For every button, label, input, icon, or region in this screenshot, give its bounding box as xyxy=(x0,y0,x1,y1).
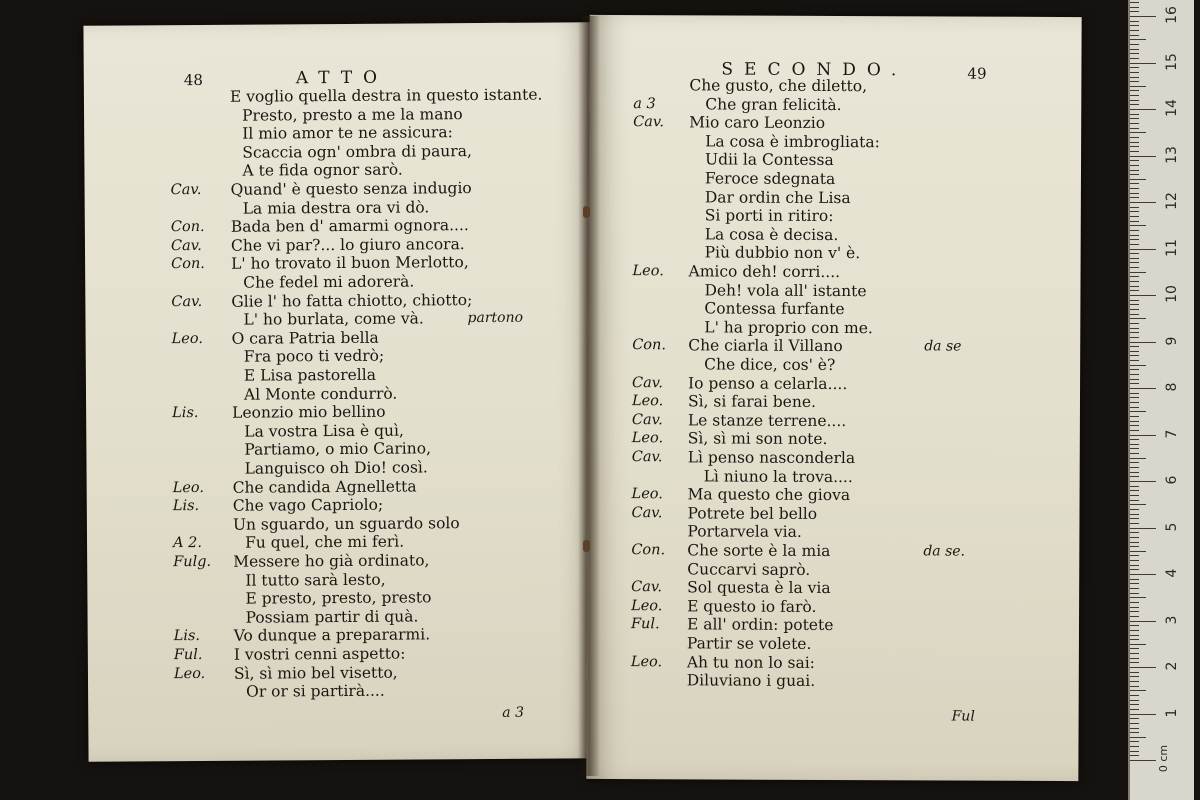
ruler-tick xyxy=(1130,458,1146,459)
verse-text: Che fedel mi adorerà. xyxy=(243,272,415,292)
ruler-tick xyxy=(1130,500,1139,501)
ruler-unit-label: 0 cm xyxy=(1157,744,1171,773)
catchword-left: a 3 xyxy=(502,704,525,721)
verse-text: Possiam partir di quà. xyxy=(245,607,419,627)
verse-text: Il tutto sarà lesto, xyxy=(245,570,386,590)
ruler-tick xyxy=(1130,230,1139,231)
ruler-tick xyxy=(1130,616,1139,617)
ruler-tick xyxy=(1130,430,1139,431)
speaker-label: Lis. xyxy=(172,498,200,515)
ruler-tick xyxy=(1130,11,1139,12)
verse-text: Si porti in ritiro: xyxy=(704,206,834,226)
ruler-tick xyxy=(1130,369,1139,370)
ruler-tick xyxy=(1130,295,1156,296)
ruler-tick xyxy=(1130,207,1139,208)
ruler-tick xyxy=(1130,156,1156,157)
verse-text: I vostri cenni aspetto: xyxy=(233,644,406,664)
verse-text: Leonzio mio bellino xyxy=(232,402,386,422)
ruler-number: 16 xyxy=(1164,6,1180,24)
speaker-label: Fulg. xyxy=(173,553,212,571)
ruler-tick xyxy=(1130,7,1139,8)
binding-stitch xyxy=(583,540,590,552)
ruler-tick xyxy=(1130,453,1139,454)
ruler-tick xyxy=(1130,560,1139,561)
ruler-tick xyxy=(1130,667,1156,668)
ruler-tick xyxy=(1130,374,1139,375)
ruler-tick xyxy=(1130,225,1146,226)
ruler-tick xyxy=(1130,2,1139,3)
ruler-tick xyxy=(1130,611,1139,612)
ruler-tick xyxy=(1130,393,1139,394)
verse-text: Il mio amor te ne assicura: xyxy=(242,123,453,143)
ruler-number: 1 xyxy=(1164,708,1180,717)
ruler-tick xyxy=(1130,741,1139,742)
catchword-right: Ful xyxy=(951,708,975,725)
verse-text: Lì penso nasconderla xyxy=(687,448,856,468)
verse-text: Amico deh! corri.... xyxy=(688,262,841,282)
ruler-tick xyxy=(1130,244,1139,245)
ruler-tick xyxy=(1130,86,1146,87)
ruler-tick xyxy=(1130,337,1139,338)
verse-text: Sì, sì mi son note. xyxy=(687,429,828,449)
ruler-tick xyxy=(1130,258,1139,259)
verse-text: Che candida Agnelletta xyxy=(232,477,417,497)
ruler-tick xyxy=(1130,128,1139,129)
speaker-label: Lis. xyxy=(173,628,201,645)
ruler-tick xyxy=(1130,165,1139,166)
speaker-label: Ful. xyxy=(173,646,203,664)
running-header-left: ATTO xyxy=(295,67,389,89)
verse-text: Sol questa è la via xyxy=(687,578,831,598)
speaker-label: a 3 xyxy=(633,95,656,112)
ruler-tick xyxy=(1130,397,1139,398)
ruler-tick xyxy=(1130,723,1139,724)
ruler-tick xyxy=(1130,142,1139,143)
ruler-tick xyxy=(1130,518,1139,519)
verse-text: Lì niuno la trova.... xyxy=(703,467,853,486)
ruler-tick xyxy=(1130,355,1139,356)
ruler-tick xyxy=(1130,755,1139,756)
verse-text: Deh! vola all' istante xyxy=(704,281,867,300)
ruler-tick xyxy=(1130,681,1139,682)
speaker-label: Con. xyxy=(171,256,205,273)
ruler-tick xyxy=(1130,523,1139,524)
running-header-right: SECONDO. xyxy=(721,59,908,81)
verse-text: E presto, presto, presto xyxy=(245,588,432,608)
ruler-tick xyxy=(1130,383,1139,384)
ruler-number: 5 xyxy=(1164,522,1180,531)
verse-text: E Lisa pastorella xyxy=(243,365,376,385)
ruler-tick xyxy=(1130,328,1139,329)
ruler-tick xyxy=(1130,304,1139,305)
ruler-tick xyxy=(1130,21,1139,22)
ruler-tick xyxy=(1130,509,1139,510)
ruler-tick xyxy=(1130,146,1139,147)
ruler-tick xyxy=(1130,30,1139,31)
ruler-tick xyxy=(1130,239,1139,240)
speaker-label: Leo. xyxy=(632,263,664,280)
ruler-tick xyxy=(1130,421,1139,422)
ruler-tick xyxy=(1130,100,1139,101)
verse-text: Io penso a celarla.... xyxy=(688,373,848,393)
verse-text: Ma questo che giova xyxy=(687,485,851,505)
ruler-number: 14 xyxy=(1164,99,1180,117)
ruler-tick xyxy=(1130,635,1139,636)
ruler-tick xyxy=(1130,309,1139,310)
verse-text: Fra poco ti vedrò; xyxy=(243,347,385,367)
ruler-tick xyxy=(1130,300,1139,301)
ruler-tick xyxy=(1130,448,1139,449)
verse-text: L' ho burlata, come và. xyxy=(243,309,424,329)
ruler-number: 3 xyxy=(1164,615,1180,624)
ruler-tick xyxy=(1130,249,1156,250)
ruler-tick xyxy=(1130,486,1139,487)
verse-text: Sì, sì mio bel visetto, xyxy=(233,663,398,683)
ruler-tick xyxy=(1130,53,1139,54)
verse-text: Al Monte condurrò. xyxy=(243,384,398,404)
verse-text: Che dice, cos' è? xyxy=(704,355,836,375)
ruler-tick xyxy=(1130,662,1139,663)
ruler-tick xyxy=(1130,346,1139,347)
ruler-tick xyxy=(1130,718,1139,719)
verse-text: Cuccarvi saprò. xyxy=(687,559,811,579)
verse-text: Feroce sdegnata xyxy=(704,169,836,189)
ruler-tick xyxy=(1130,39,1146,40)
ruler-tick xyxy=(1130,630,1139,631)
ruler-tick xyxy=(1130,202,1156,203)
ruler-tick xyxy=(1130,737,1146,738)
ruler-tick xyxy=(1130,174,1139,175)
speaker-label: Cav. xyxy=(631,449,663,466)
verse-line xyxy=(587,670,1071,692)
measuring-ruler xyxy=(1128,0,1194,800)
speaker-label: Ful. xyxy=(630,616,660,633)
ruler-tick xyxy=(1130,728,1139,729)
ruler-tick xyxy=(1130,132,1146,133)
ruler-tick xyxy=(1130,714,1156,715)
ruler-tick xyxy=(1130,551,1146,552)
ruler-tick xyxy=(1130,472,1139,473)
speaker-label: Cav. xyxy=(170,181,202,199)
ruler-tick xyxy=(1130,528,1156,529)
ruler-tick xyxy=(1130,49,1139,50)
speaker-label: Leo. xyxy=(171,330,203,347)
ruler-tick xyxy=(1130,58,1139,59)
ruler-tick xyxy=(1130,411,1146,412)
ruler-tick xyxy=(1130,625,1139,626)
verse-text: Scaccia ogn' ombra di paura, xyxy=(242,141,472,162)
ruler-tick xyxy=(1130,402,1139,403)
ruler-tick xyxy=(1130,746,1139,747)
verse-text: E voglio quella destra in questo istante. xyxy=(229,85,543,106)
ruler-tick xyxy=(1130,314,1139,315)
ruler-tick xyxy=(1130,137,1139,138)
ruler-tick xyxy=(1130,555,1139,556)
ruler-tick xyxy=(1130,211,1139,212)
ruler-tick xyxy=(1130,272,1146,273)
ruler-tick xyxy=(1130,439,1139,440)
ruler-tick xyxy=(1130,342,1156,343)
ruler-tick xyxy=(1130,388,1156,389)
ruler-tick xyxy=(1130,183,1139,184)
ruler-tick xyxy=(1130,77,1139,78)
speaker-label: Leo. xyxy=(173,665,206,682)
ruler-tick xyxy=(1130,216,1139,217)
ruler-tick xyxy=(1130,188,1139,189)
ruler-tick xyxy=(1130,63,1156,64)
verse-text: La cosa è imbrogliata: xyxy=(705,132,880,151)
ruler-number: 2 xyxy=(1164,661,1180,671)
ruler-tick xyxy=(1130,565,1139,566)
ruler-tick xyxy=(1130,379,1139,380)
ruler-tick xyxy=(1130,546,1139,547)
verse-text: O cara Patria bella xyxy=(231,328,379,348)
ruler-tick xyxy=(1130,607,1139,608)
ruler-tick xyxy=(1130,583,1139,584)
right-page xyxy=(586,15,1081,781)
ruler-tick xyxy=(1130,407,1139,408)
ruler-tick xyxy=(1130,476,1139,477)
ruler-tick xyxy=(1130,621,1156,622)
ruler-tick xyxy=(1130,569,1139,570)
verse-text: Più dubbio non v' è. xyxy=(704,243,861,263)
stage-direction: partono xyxy=(467,309,524,327)
ruler-tick xyxy=(1130,365,1146,366)
verse-text: Diluviano i guai. xyxy=(686,671,816,691)
ruler-tick xyxy=(1130,179,1146,180)
speaker-label: Leo. xyxy=(631,486,663,503)
ruler-tick xyxy=(1130,118,1139,119)
verse-text: Sì, si farai bene. xyxy=(687,392,816,412)
ruler-tick xyxy=(1130,462,1139,463)
ruler-number: 4 xyxy=(1164,568,1180,578)
speaker-label: Leo. xyxy=(630,653,663,670)
speaker-label: Leo. xyxy=(631,597,663,615)
ruler-tick xyxy=(1130,104,1139,105)
ruler-number: 9 xyxy=(1164,336,1180,345)
verse-text: E questo io farò. xyxy=(687,597,817,616)
ruler-tick xyxy=(1130,444,1139,445)
speaker-label: Cav. xyxy=(171,293,203,310)
ruler-tick xyxy=(1130,81,1139,82)
speaker-label: Leo. xyxy=(631,393,664,410)
ruler-tick xyxy=(1130,160,1139,161)
binding-stitch xyxy=(583,206,590,218)
ruler-tick xyxy=(1130,602,1139,603)
verse-text: La mia destra ora vi dò. xyxy=(242,197,430,218)
ruler-tick xyxy=(1130,597,1146,598)
speaker-label: Cav. xyxy=(631,504,663,522)
speaker-label: Lis. xyxy=(172,405,199,422)
verse-text: Che vago Capriolo; xyxy=(232,495,384,515)
ruler-tick xyxy=(1130,593,1139,594)
verse-text: Languisco oh Dio! così. xyxy=(244,458,428,478)
ruler-number: 10 xyxy=(1164,285,1180,303)
ruler-tick xyxy=(1130,170,1139,171)
verse-text: Mio caro Leonzio xyxy=(689,113,826,133)
verse-text: Or or si partirà.... xyxy=(246,681,385,701)
ruler-number: 12 xyxy=(1164,192,1180,210)
verse-text: Portarvela via. xyxy=(687,522,802,542)
ruler-tick xyxy=(1130,690,1146,691)
ruler-tick xyxy=(1130,323,1139,324)
verse-text: Messere ho già ordinato, xyxy=(233,551,430,571)
ruler-tick xyxy=(1130,151,1139,152)
ruler-tick xyxy=(1130,351,1139,352)
ruler-tick xyxy=(1130,425,1139,426)
ruler-tick xyxy=(1130,253,1139,254)
ruler-number: 8 xyxy=(1164,382,1180,392)
ruler-number: 7 xyxy=(1164,429,1180,438)
verse-text: Quand' è questo senza indugio xyxy=(230,179,472,199)
speaker-label: Cav. xyxy=(631,579,663,596)
ruler-number: 13 xyxy=(1164,145,1180,164)
ruler-number: 11 xyxy=(1164,238,1180,257)
ruler-tick xyxy=(1130,579,1139,580)
verse-text: Bada ben d' amarmi ognora.... xyxy=(230,216,469,236)
ruler-tick xyxy=(1130,416,1139,417)
verse-text: Potrete bel bello xyxy=(687,504,818,523)
ruler-tick xyxy=(1130,467,1139,468)
ruler-tick xyxy=(1130,35,1139,36)
verse-text: Partiamo, o mio Carino, xyxy=(244,439,432,460)
verse-line xyxy=(88,679,588,702)
ruler-tick xyxy=(1130,90,1139,91)
verse-text: Partir se volete. xyxy=(686,634,812,653)
ruler-tick xyxy=(1130,644,1146,645)
verse-text: La vostra Lisa è quì, xyxy=(244,421,404,441)
ruler-tick xyxy=(1130,332,1139,333)
verse-text: Che gran felicità. xyxy=(705,95,842,114)
ruler-tick xyxy=(1130,44,1139,45)
verse-text: E all' ordin: potete xyxy=(686,615,834,635)
ruler-tick xyxy=(1130,695,1139,696)
ruler-tick xyxy=(1130,653,1139,654)
ruler-tick xyxy=(1130,732,1139,733)
stage-direction: da se xyxy=(924,338,962,355)
ruler-tick xyxy=(1130,286,1139,287)
verse-text: Contessa furfante xyxy=(704,299,845,319)
page-number-right: 49 xyxy=(967,64,987,83)
page-number-left: 48 xyxy=(183,70,203,90)
verse-text: Che sorte è la mia xyxy=(687,541,831,560)
speaker-label: Con. xyxy=(632,337,667,354)
speaker-label: Cav. xyxy=(633,114,665,131)
ruler-tick xyxy=(1130,193,1139,194)
speaker-label: Leo. xyxy=(631,430,664,447)
ruler-tick xyxy=(1130,574,1156,575)
verse-text: Presto, presto a me la mano xyxy=(242,104,463,125)
ruler-tick xyxy=(1130,709,1139,710)
ruler-tick xyxy=(1130,504,1146,505)
ruler-tick xyxy=(1130,760,1156,761)
ruler-tick xyxy=(1130,95,1139,96)
ruler-tick xyxy=(1130,276,1139,277)
ruler-tick xyxy=(1130,72,1139,73)
verse-text: A te fida ognor sarò. xyxy=(242,160,403,181)
ruler-tick xyxy=(1130,639,1139,640)
ruler-tick xyxy=(1130,109,1156,110)
ruler-tick xyxy=(1130,25,1139,26)
ruler-tick xyxy=(1130,435,1156,436)
verse-text: Ah tu non lo sai: xyxy=(686,652,815,672)
verse-text: Glie l' ho fatta chiotto, chiotto; xyxy=(231,290,473,311)
ruler-tick xyxy=(1130,658,1139,659)
ruler-tick xyxy=(1130,495,1139,496)
ruler-tick xyxy=(1130,267,1139,268)
ruler-number: 15 xyxy=(1164,52,1180,71)
verse-text: Che ciarla il Villano xyxy=(688,336,843,356)
verse-text: L' ha proprio con me. xyxy=(704,318,873,337)
ruler-tick xyxy=(1130,532,1139,533)
verse-text: L' ho trovato il buon Merlotto, xyxy=(231,253,469,274)
ruler-tick xyxy=(1130,676,1139,677)
speaker-label: Con. xyxy=(631,542,666,559)
verse-text: Dar ordin che Lisa xyxy=(704,188,851,207)
ruler-tick xyxy=(1130,123,1139,124)
verse-text: Udii la Contessa xyxy=(704,150,834,170)
ruler-tick xyxy=(1130,751,1139,752)
verse-text: Vo dunque a prepararmi. xyxy=(233,625,431,646)
book-gutter xyxy=(578,16,600,776)
ruler-tick xyxy=(1130,318,1146,319)
ruler-tick xyxy=(1130,704,1139,705)
ruler-tick xyxy=(1130,481,1156,482)
ruler-tick xyxy=(1130,67,1139,68)
verse-text: La cosa è decisa. xyxy=(704,225,839,244)
speaker-label: Cav. xyxy=(632,374,663,391)
ruler-tick xyxy=(1130,114,1139,115)
verse-text: Le stanze terrene.... xyxy=(687,411,847,430)
verse-text: Un sguardo, un sguardo solo xyxy=(232,513,460,534)
ruler-tick xyxy=(1130,588,1139,589)
ruler-tick xyxy=(1130,648,1139,649)
ruler-number: 6 xyxy=(1164,475,1180,485)
speaker-label: Leo. xyxy=(172,479,205,496)
ruler-tick xyxy=(1130,514,1139,515)
ruler-tick xyxy=(1130,360,1139,361)
ruler-tick xyxy=(1130,542,1139,543)
ruler-tick xyxy=(1130,672,1139,673)
left-page xyxy=(83,22,596,762)
ruler-tick xyxy=(1130,686,1139,687)
verse-text: Fu quel, che mi ferì. xyxy=(244,532,405,553)
ruler-tick xyxy=(1130,490,1139,491)
verse-text: Che vi par?... lo giuro ancora. xyxy=(230,234,465,255)
speaker-label: Con. xyxy=(170,219,205,236)
ruler-tick xyxy=(1130,16,1156,17)
ruler-tick xyxy=(1130,235,1139,236)
ruler-tick xyxy=(1130,290,1139,291)
ruler-tick xyxy=(1130,281,1139,282)
speaker-label: A 2. xyxy=(172,535,203,552)
ruler-tick xyxy=(1130,221,1139,222)
ruler-tick xyxy=(1130,262,1139,263)
verse-text: Che gusto, che diletto, xyxy=(689,76,868,96)
stage-direction: da se. xyxy=(923,543,966,560)
speaker-label: Cav. xyxy=(631,411,663,429)
ruler-tick xyxy=(1130,197,1139,198)
ruler-tick xyxy=(1130,700,1139,701)
speaker-label: Cav. xyxy=(170,237,202,254)
ruler-tick xyxy=(1130,537,1139,538)
